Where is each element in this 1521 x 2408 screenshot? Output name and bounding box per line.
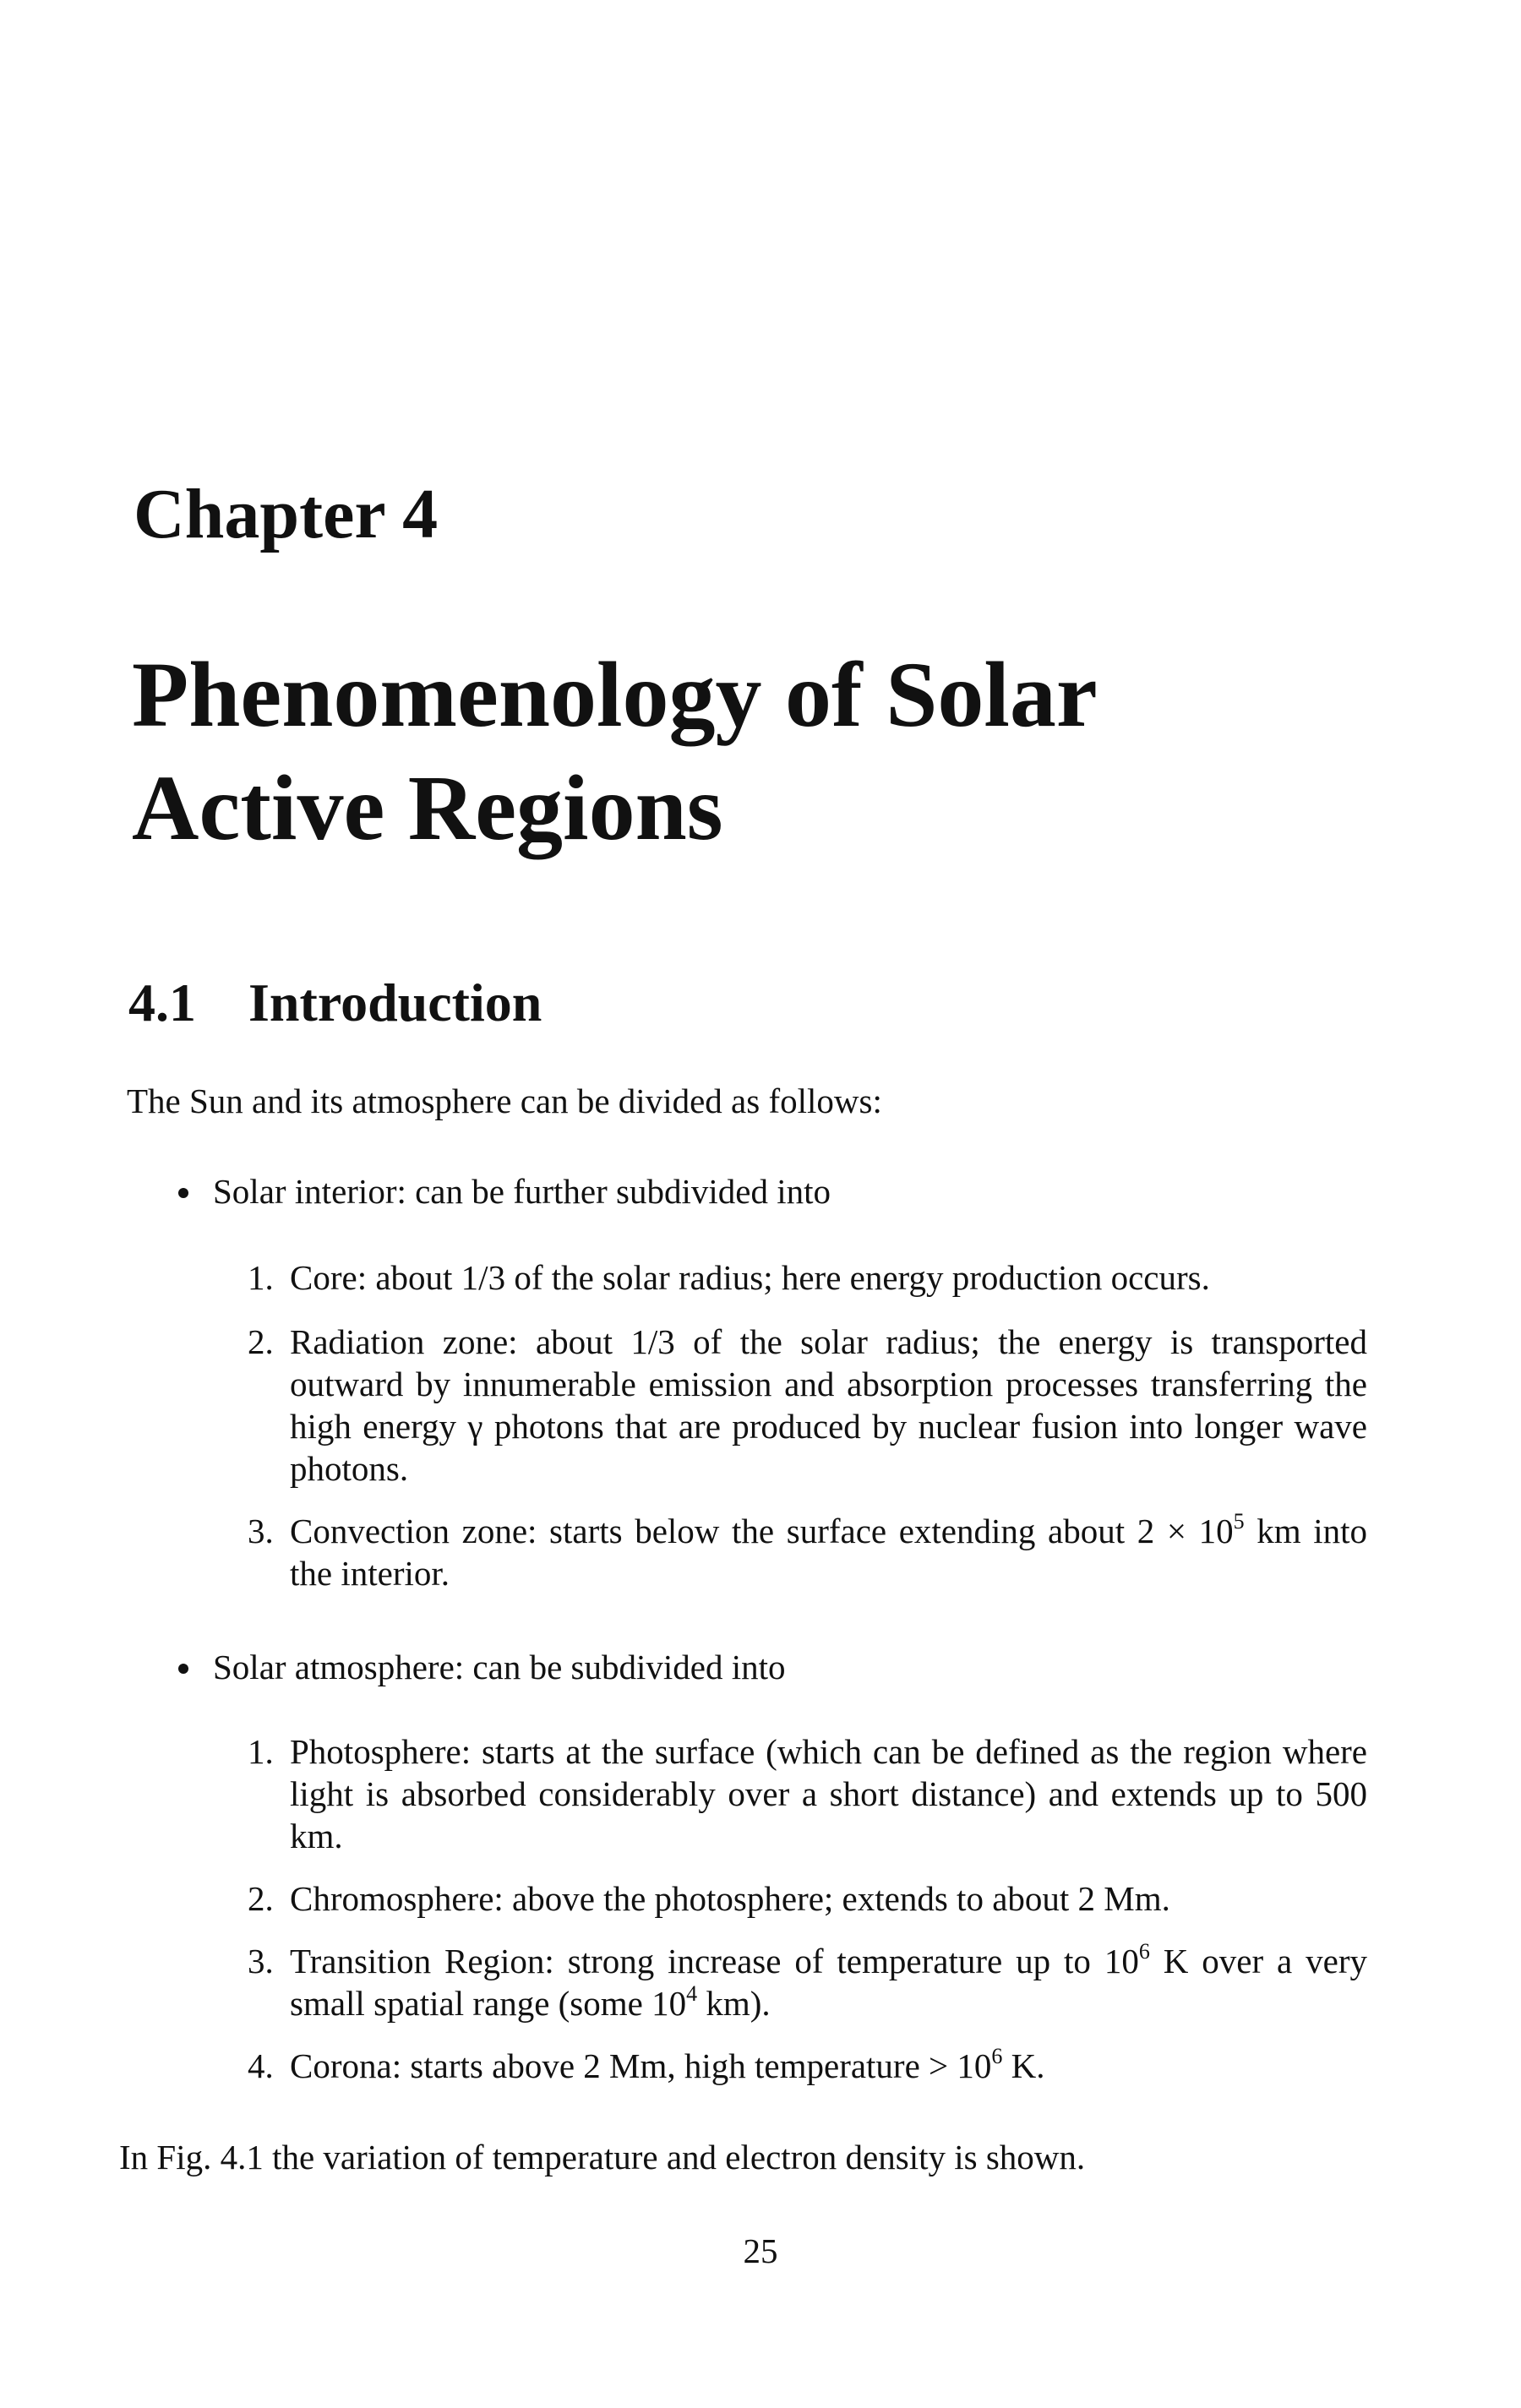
- list-item-text: K over a very small spatial range (some 10: [290, 1942, 1367, 2023]
- list-item-text: Chromosphere: above the photosphere; extends to about 2 Mm.: [290, 1879, 1170, 1918]
- list-item-number: 2.: [248, 1322, 274, 1361]
- superscript: 4: [686, 1981, 698, 2006]
- chapter-title: [132, 638, 1357, 864]
- list-item-text: K.: [1002, 2046, 1045, 2085]
- chapter-label: Chapter 4: [134, 475, 439, 553]
- page-number: 25: [743, 2231, 778, 2270]
- list-item-text: Convection zone: starts below the surface extending about 2 × 10: [290, 1512, 1234, 1550]
- list-item: [290, 1940, 1367, 2024]
- list-item-text: Photosphere: starts at the surface (which can be defined as the region where light is absorbed considerably over a short distance) and extends up to 500 km.: [290, 1732, 1367, 1855]
- list-item-text: Radiation zone: about 1/3 of the solar radius; the energy is transported outward by innumerable emission and absorption processes transferring the high energy γ photons that are produced by nuclear fusion into longer wave photons.: [290, 1322, 1367, 1488]
- list-item-text: Core: about 1/3 of the solar radius; here energy production occurs.: [290, 1258, 1210, 1297]
- section-title: Introduction: [248, 972, 542, 1032]
- list-item-number: 1.: [248, 1258, 274, 1297]
- chapter-title-line-2: Active Regions: [132, 756, 723, 859]
- list-item-text: km into the interior.: [290, 1512, 1367, 1593]
- list-item-number: 2.: [248, 1879, 274, 1918]
- bullet-marker: [178, 1188, 188, 1198]
- list-item-number: 4.: [248, 2046, 274, 2085]
- chapter-title-line-1: Phenomenology of Solar: [132, 643, 1098, 746]
- intro-paragraph: The Sun and its atmosphere can be divided as follows:: [127, 1081, 882, 1120]
- superscript: 6: [1138, 1939, 1150, 1964]
- bullet-marker: [178, 1664, 188, 1674]
- list-item-number: 1.: [248, 1732, 274, 1771]
- list-item: [290, 1730, 1367, 1857]
- bullet-solar-atmosphere: Solar atmosphere: can be subdivided into: [213, 1648, 786, 1686]
- list-item-text: km).: [697, 1984, 771, 2023]
- list-item: [290, 1877, 1367, 1920]
- superscript: 6: [991, 2044, 1003, 2068]
- section-heading: [128, 972, 542, 1034]
- list-item-number: 3.: [248, 1512, 274, 1550]
- list-item-number: 3.: [248, 1942, 274, 1980]
- list-item-text: Corona: starts above 2 Mm, high temperature > 10: [290, 2046, 992, 2085]
- list-item: [290, 2045, 1367, 2087]
- list-item-text: Transition Region: strong increase of temperature up to 10: [290, 1942, 1139, 1980]
- list-item: [290, 1256, 1367, 1299]
- section-number: 4.1: [128, 972, 196, 1032]
- list-item: [290, 1510, 1367, 1594]
- closing-paragraph: In Fig. 4.1 the variation of temperature and electron density is shown.: [119, 2138, 1086, 2176]
- superscript: 5: [1233, 1509, 1245, 1534]
- bullet-solar-interior: Solar interior: can be further subdivided into: [213, 1172, 831, 1211]
- list-item: [290, 1321, 1367, 1490]
